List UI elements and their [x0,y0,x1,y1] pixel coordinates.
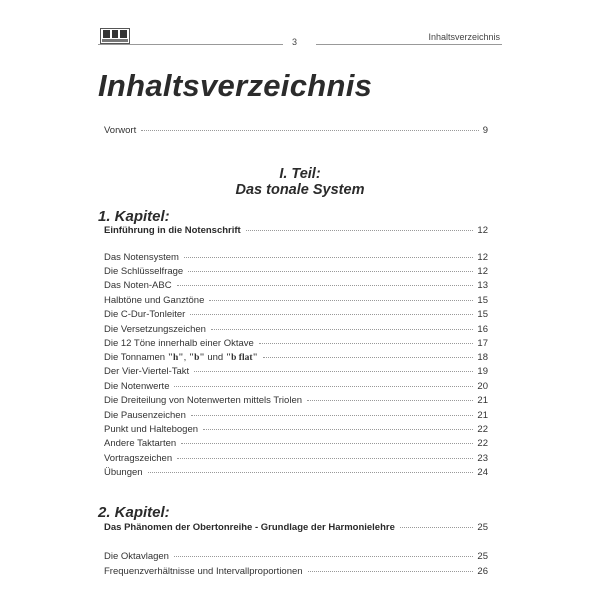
toc-entry[interactable] [104,280,488,293]
part-heading [98,166,502,198]
dot-leader [191,415,474,416]
entry-label: Das Phänomen der Obertonreihe - Grundlage der Harmonielehre [104,522,395,533]
entry-label: Der Vier-Viertel-Takt [104,366,190,377]
toc-entry[interactable] [104,395,488,408]
entry-label: Übungen [104,467,143,478]
part-number: I. Teil: [279,166,321,182]
entry-label-text: Die Tonnamen [104,352,168,363]
entry-page: 18 [477,352,488,363]
entry-label: Die Oktavlagen [104,551,169,562]
separator: , [183,352,189,363]
running-title: Inhaltsverzeichnis [428,32,500,42]
toc-entry[interactable] [104,266,488,279]
publisher-logo-icon [100,28,130,44]
page-header [98,28,502,48]
toc-entry[interactable] [104,438,488,451]
toc-entry[interactable] [104,410,488,423]
dot-leader [188,271,473,272]
entry-label: Frequenzverhältnisse und Intervallproportionen [104,566,303,577]
entry-label: Halbtöne und Ganztöne [104,295,205,306]
entry-page: 21 [477,395,488,406]
dot-leader [263,357,474,358]
entry-label: Vorwort [104,125,137,136]
toc-entry[interactable] [104,295,488,308]
entry-page: 17 [477,338,488,349]
entry-page: 26 [477,566,488,577]
dot-leader [308,571,474,572]
dot-leader [203,429,473,430]
toc-entry[interactable] [104,352,488,365]
entry-page: 13 [477,280,488,291]
dot-leader [184,257,473,258]
entry-page: 15 [477,295,488,306]
entry-page: 16 [477,324,488,335]
entry-page: 9 [482,125,488,136]
dot-leader [181,443,473,444]
toc-entry[interactable] [104,381,488,394]
dot-leader [177,285,474,286]
entry-label: Einführung in die Notenschrift [104,225,241,236]
toc-entry[interactable] [104,566,488,579]
entry-label: Das Noten-ABC [104,280,172,291]
entry-label: Die 12 Töne innerhalb einer Oktave [104,338,254,349]
entry-page: 12 [477,225,488,236]
toc-entry[interactable] [104,366,488,379]
toc-entry[interactable] [104,324,488,337]
entry-page: 22 [477,424,488,435]
entry-page: 23 [477,453,488,464]
toc-entry-preface[interactable] [104,125,488,138]
header-rule-left [98,44,283,45]
tone-name-h: "h" [167,353,184,363]
toc-entry-chapter-main[interactable] [104,225,488,238]
chapter-heading: 2. Kapitel: [98,504,170,521]
tone-name-b-flat: "b flat" [225,353,258,363]
entry-page: 21 [477,410,488,421]
entry-page: 20 [477,381,488,392]
entry-page: 12 [477,252,488,263]
toc-entry[interactable] [104,309,488,322]
dot-leader [141,130,478,131]
toc-entry-chapter-main[interactable] [104,522,488,535]
toc-entry[interactable] [104,424,488,437]
page-number: 3 [292,37,298,47]
toc-entry[interactable] [104,338,488,351]
entry-label: Die Dreiteilung von Notenwerten mittels Triolen [104,395,303,406]
entry-label: Andere Taktarten [104,438,177,449]
dot-leader [259,343,474,344]
entry-label: Die Notenwerte [104,381,170,392]
part-title: Das tonale System [235,182,365,198]
entry-label: Die Pausenzeichen [104,410,186,421]
entry-label: Das Notensystem [104,252,179,263]
dot-leader [174,556,473,557]
entry-page: 24 [477,467,488,478]
dot-leader [148,472,474,473]
entry-label: Vortragszeichen [104,453,173,464]
entry-page: 25 [477,551,488,562]
tone-name-b: "b" [188,353,205,363]
dot-leader [400,527,474,528]
page-title: Inhaltsverzeichnis [98,68,373,103]
dot-leader [194,371,473,372]
entry-page: 12 [477,266,488,277]
separator: und [204,352,226,363]
entry-page: 22 [477,438,488,449]
dot-leader [190,314,473,315]
dot-leader [209,300,473,301]
dot-leader [307,400,473,401]
entry-page: 15 [477,309,488,320]
entry-page: 19 [477,366,488,377]
dot-leader [211,329,474,330]
entry-label: Die Schlüsselfrage [104,266,184,277]
entry-label [104,352,261,363]
entry-label: Die Versetzungszeichen [104,324,206,335]
dot-leader [246,230,474,231]
chapter-heading: 1. Kapitel: [98,208,170,225]
entry-label: Punkt und Haltebogen [104,424,199,435]
toc-entry[interactable] [104,551,488,564]
toc-entry[interactable] [104,252,488,265]
dot-leader [177,458,473,459]
toc-entry[interactable] [104,453,488,466]
dot-leader [174,386,473,387]
entry-page: 25 [477,522,488,533]
header-rule-right [316,44,502,45]
entry-label: Die C-Dur-Tonleiter [104,309,186,320]
toc-entry[interactable] [104,467,488,480]
